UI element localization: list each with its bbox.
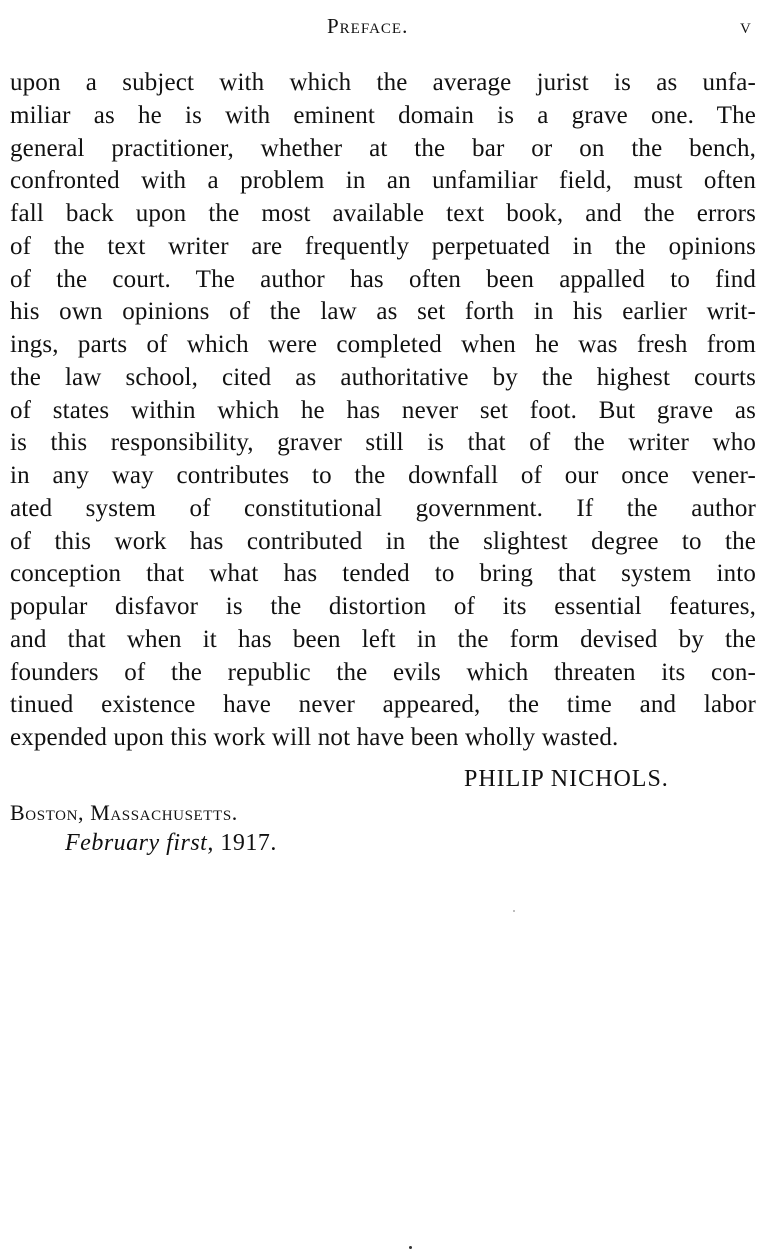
- text-line: fall back upon the most available text book, and the errors: [10, 200, 756, 227]
- text-line: of states within which he has never set foot. But grave as: [10, 396, 756, 424]
- text-line: miliar as he is with eminent domain is a grave one. The: [10, 101, 756, 129]
- date-year: 1917.: [213, 830, 277, 856]
- text-line: general practitioner, whether at the bar or on the bench,: [10, 134, 756, 162]
- text-line: tinued existence have never appeared, the time and labor: [10, 691, 756, 719]
- text-line: ated system of constitutional government. If the author: [10, 494, 756, 522]
- signing-place: Boston, Massachusetts.: [10, 800, 238, 825]
- text-line: is this responsibility, graver still is that of the writer who: [10, 429, 756, 457]
- preface-paragraph: [10, 67, 756, 755]
- print-speck: [513, 910, 515, 912]
- text-line: founders of the republic the evils which threaten its con-: [10, 658, 756, 686]
- text-line: his own opinions of the law as set forth in his earlier writ-: [10, 298, 756, 326]
- text-line: confronted with a problem in an unfamiliar field, must often: [10, 167, 756, 195]
- text-line: ings, parts of which were completed when he was fresh from: [10, 331, 756, 358]
- page-number: v: [740, 14, 751, 38]
- text-line: and that when it has been left in the form devised by the: [10, 625, 756, 653]
- text-line: conception that what has tended to bring that system into: [10, 560, 756, 588]
- running-head: [0, 14, 773, 48]
- text-line: of this work has contributed in the slightest degree to the: [10, 527, 756, 555]
- print-speck: [409, 1246, 412, 1249]
- author-signature: PHILIP NICHOLS.: [464, 766, 669, 792]
- text-line: popular disfavor is the distortion of its essential features,: [10, 593, 756, 620]
- running-title: Preface.: [327, 14, 409, 38]
- signing-date: [65, 830, 277, 857]
- text-line: of the text writer are frequently perpetuated in the opinions: [10, 232, 756, 260]
- text-line: the law school, cited as authoritative by the highest courts: [10, 363, 756, 391]
- text-line: in any way contributes to the downfall of our once vener-: [10, 462, 756, 489]
- text-line: of the court. The author has often been appalled to find: [10, 265, 756, 293]
- date-day: February first,: [65, 830, 214, 856]
- text-line: upon a subject with which the average jurist is as unfa-: [10, 69, 756, 96]
- text-line-last: expended upon this work will not have been wholly wasted.: [10, 724, 619, 751]
